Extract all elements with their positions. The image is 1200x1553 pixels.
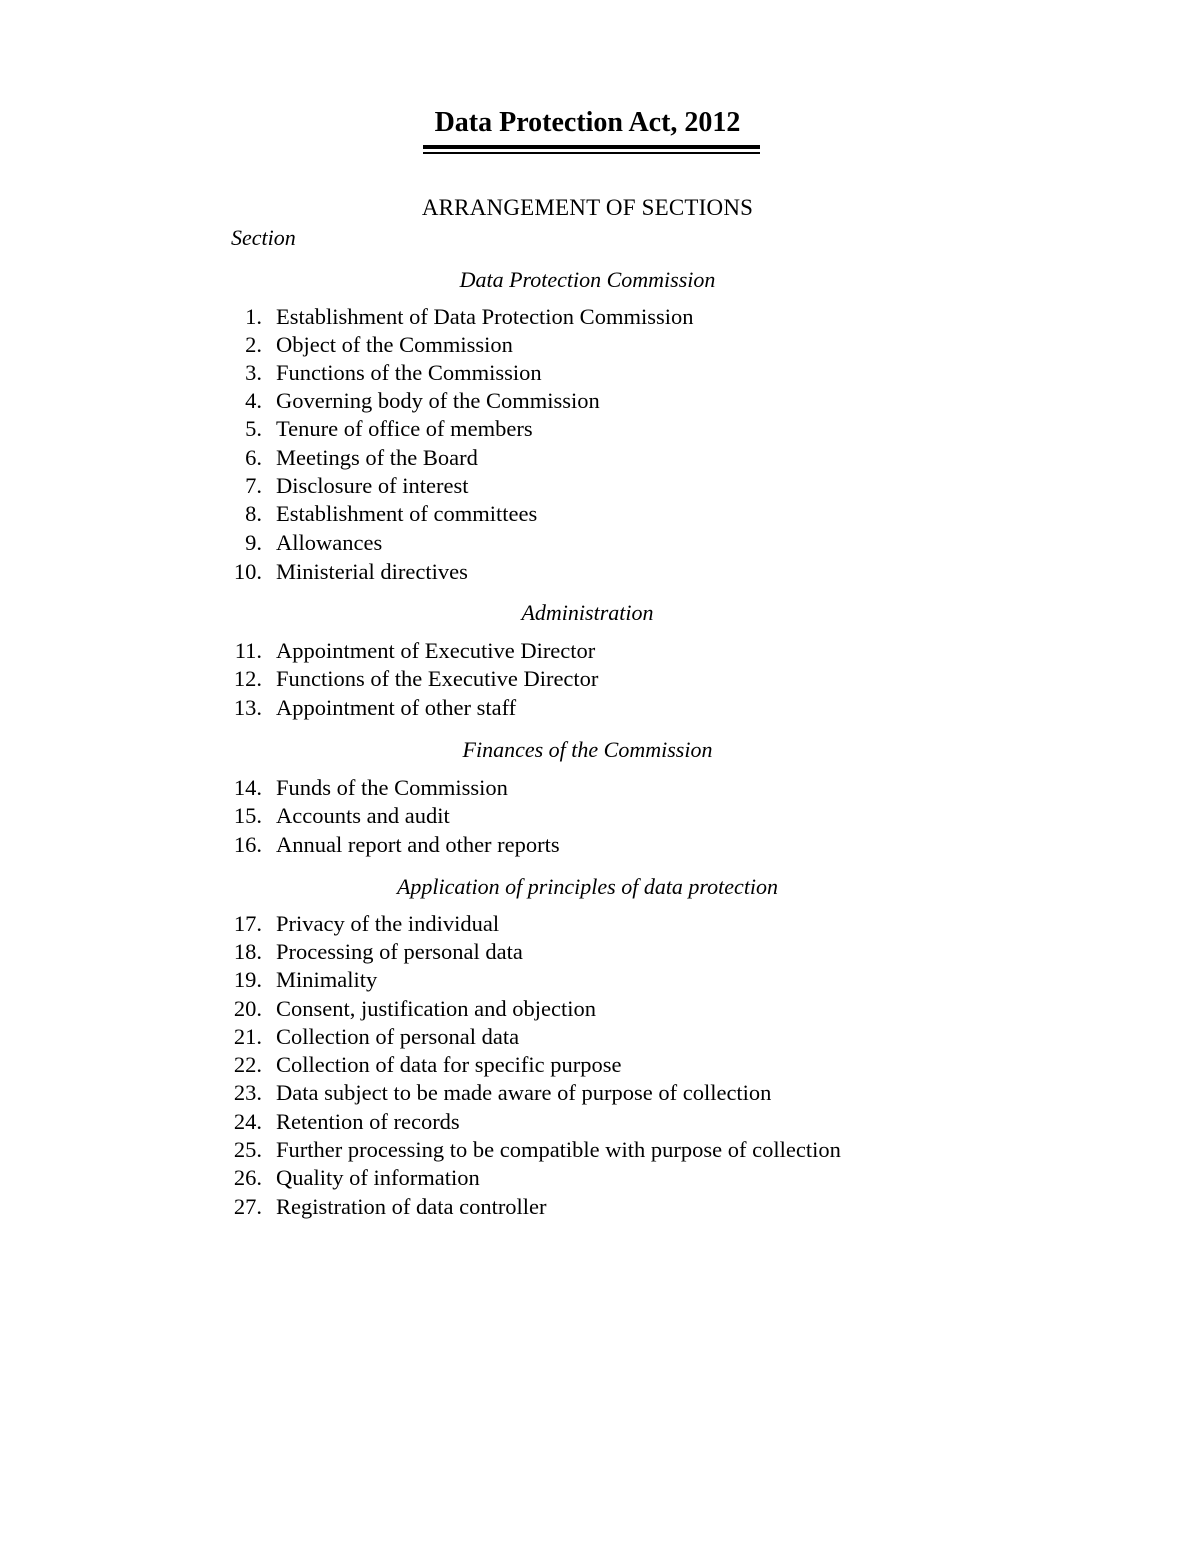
entry-title: Data subject to be made aware of purpose of collection <box>276 1080 772 1105</box>
group-heading-principles: Application of principles of data protection <box>396 874 779 899</box>
entry-title: Functions of the Executive Director <box>276 666 599 691</box>
entry-title: Appointment of Executive Director <box>276 638 596 663</box>
entry-title: Establishment of Data Protection Commission <box>276 304 694 329</box>
entry-number: 15. <box>233 803 262 828</box>
entry-title: Establishment of committees <box>276 501 538 526</box>
entry-number: 24. <box>233 1109 262 1134</box>
entry-title: Governing body of the Commission <box>276 388 600 413</box>
entry-title: Privacy of the individual <box>276 911 500 936</box>
entry-number: 3. <box>245 360 262 385</box>
entry-number: 6. <box>245 445 262 470</box>
entry-title: Functions of the Commission <box>276 360 542 385</box>
entry-number: 16. <box>233 832 262 857</box>
group-heading-commission: Data Protection Commission <box>459 267 716 292</box>
entry-title: Quality of information <box>276 1165 480 1190</box>
group-heading-finances: Finances of the Commission <box>462 737 713 762</box>
entry-title: Allowances <box>276 530 383 555</box>
entry-number: 8. <box>245 501 262 526</box>
entry-number: 10. <box>233 559 262 584</box>
entry-number: 12. <box>233 666 262 691</box>
entry-number: 20. <box>233 996 262 1021</box>
entry-title: Ministerial directives <box>276 559 468 584</box>
entry-number: 14. <box>233 775 262 800</box>
entry-title: Annual report and other reports <box>276 832 560 857</box>
entry-number: 2. <box>245 332 262 357</box>
entry-number: 13. <box>233 695 262 720</box>
entry-title: Tenure of office of members <box>276 416 533 441</box>
entry-number: 21. <box>233 1024 262 1049</box>
entry-title: Further processing to be compatible with purpose of collection <box>276 1137 841 1162</box>
entry-title: Retention of records <box>276 1109 460 1134</box>
entry-number: 26. <box>233 1165 262 1190</box>
entry-title: Accounts and audit <box>276 803 450 828</box>
entry-number: 18. <box>233 939 262 964</box>
entry-title: Funds of the Commission <box>276 775 508 800</box>
section-label: Section <box>231 225 296 250</box>
entry-number: 23. <box>233 1080 262 1105</box>
entry-number: 19. <box>233 967 262 992</box>
entry-number: 1. <box>245 304 262 329</box>
title-rule-thick <box>423 145 760 149</box>
title-rule-thin <box>423 152 760 154</box>
entry-number: 7. <box>245 473 262 498</box>
entry-title: Consent, justification and objection <box>276 996 596 1021</box>
arrangement-heading: ARRANGEMENT OF SECTIONS <box>421 195 754 220</box>
entry-title: Registration of data controller <box>276 1194 547 1219</box>
entry-title: Appointment of other staff <box>276 695 517 720</box>
group-heading-administration: Administration <box>521 600 654 625</box>
entry-number: 22. <box>233 1052 262 1077</box>
entry-title: Collection of personal data <box>276 1024 520 1049</box>
entry-title: Meetings of the Board <box>276 445 478 470</box>
entry-title: Object of the Commission <box>276 332 513 357</box>
entry-title: Disclosure of interest <box>276 473 469 498</box>
entry-title: Processing of personal data <box>276 939 523 964</box>
entry-number: 9. <box>245 530 262 555</box>
entry-number: 4. <box>245 388 262 413</box>
entry-number: 25. <box>233 1137 262 1162</box>
entry-number: 27. <box>233 1194 262 1219</box>
entry-title: Collection of data for specific purpose <box>276 1052 622 1077</box>
entry-title: Minimality <box>276 967 378 992</box>
page-title: Data Protection Act, 2012 <box>434 107 741 138</box>
entry-number: 11. <box>234 638 262 663</box>
entry-number: 17. <box>233 911 262 936</box>
entry-number: 5. <box>245 416 262 441</box>
